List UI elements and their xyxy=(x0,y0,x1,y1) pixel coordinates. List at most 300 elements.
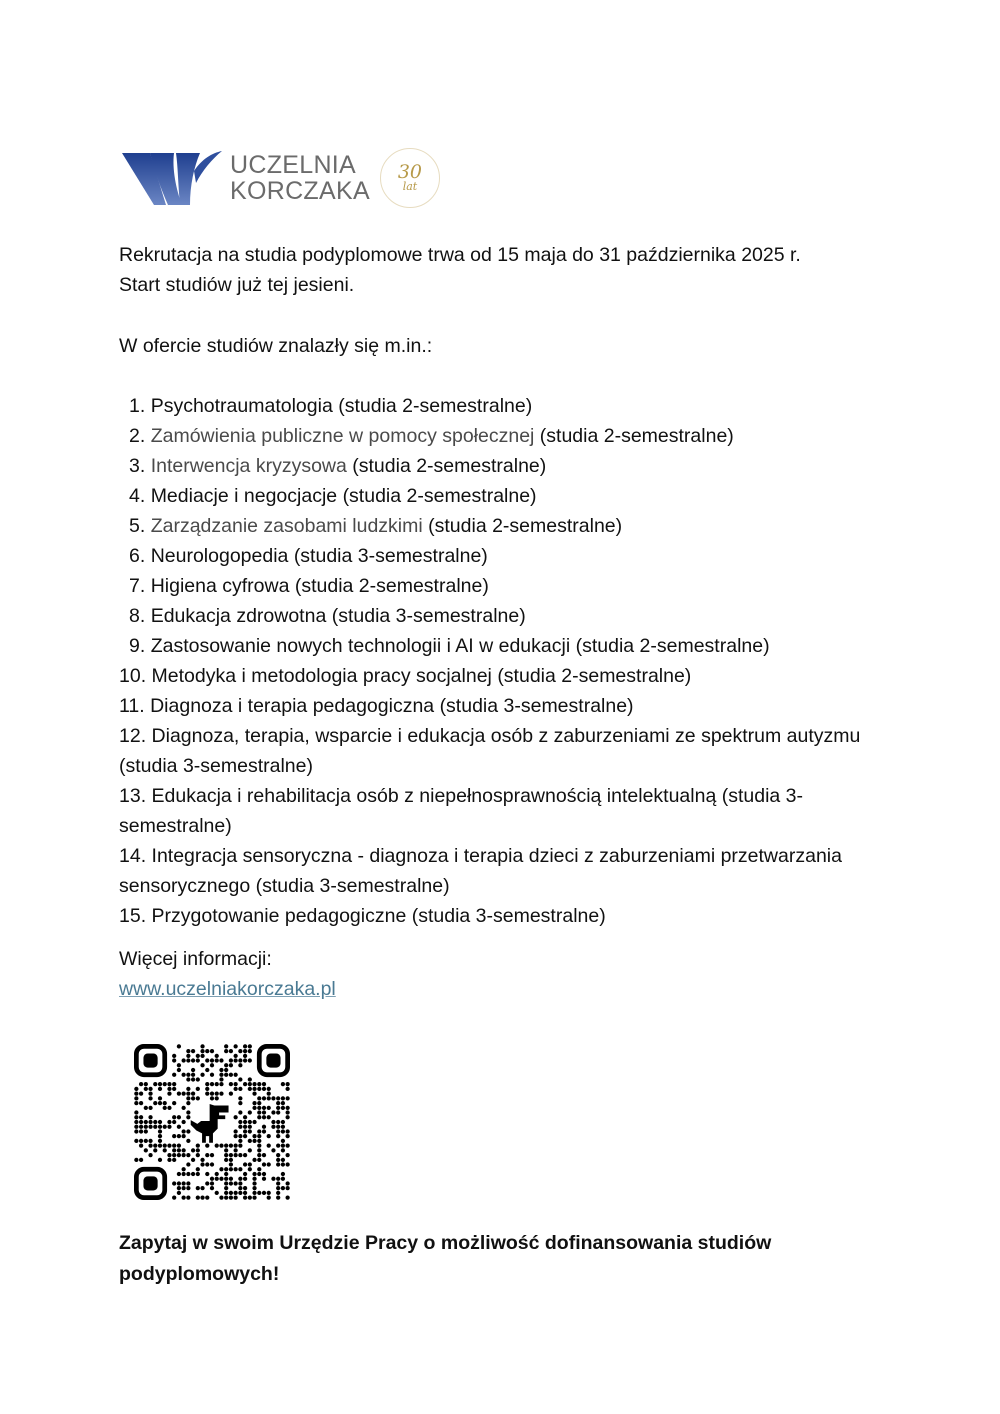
qr-dot xyxy=(234,1054,238,1058)
qr-dot xyxy=(186,1115,190,1119)
qr-dot xyxy=(248,1049,252,1053)
qr-dot xyxy=(186,1181,190,1185)
qr-dot xyxy=(186,1092,190,1096)
qr-dot xyxy=(238,1087,242,1091)
qr-dot xyxy=(191,1092,195,1096)
qr-dot xyxy=(158,1158,162,1162)
qr-dot xyxy=(139,1144,143,1148)
qr-dot xyxy=(229,1191,233,1195)
qr-dot xyxy=(276,1153,280,1157)
qr-dot xyxy=(252,1134,256,1138)
qr-dot xyxy=(224,1063,228,1067)
qr-dot xyxy=(219,1082,223,1086)
qr-dot xyxy=(153,1120,157,1124)
logo-w-icon xyxy=(120,149,224,207)
list-item xyxy=(119,631,879,661)
program-name: Integracja sensoryczna - diagnoza i terapia dzieci z zaburzeniami przetwarzania sensorycznego xyxy=(119,845,842,897)
qr-dot xyxy=(248,1139,252,1143)
qr-dot xyxy=(186,1162,190,1166)
logo-line-1: UCZELNIA xyxy=(230,150,357,179)
qr-dot xyxy=(229,1082,233,1086)
qr-dot xyxy=(257,1115,261,1119)
program-type: (studia 2-semestralne) xyxy=(497,665,692,687)
qr-dot xyxy=(229,1063,233,1067)
qr-dot xyxy=(196,1153,200,1157)
qr-dot xyxy=(267,1144,271,1148)
item-number: 10. xyxy=(119,665,147,687)
qr-dot xyxy=(238,1191,242,1195)
program-name: Diagnoza, terapia, wsparcie i edukacja osób z zaburzeniami ze spektrum autyzmu xyxy=(151,725,861,747)
qr-dot xyxy=(148,1087,152,1091)
qr-dot xyxy=(153,1082,157,1086)
list-item xyxy=(119,901,879,931)
qr-dot xyxy=(139,1092,143,1096)
qr-dot xyxy=(205,1082,209,1086)
qr-dot xyxy=(243,1153,247,1157)
qr-dot xyxy=(210,1073,214,1077)
qr-dot xyxy=(205,1092,209,1096)
qr-dot xyxy=(286,1196,290,1200)
qr-dot xyxy=(158,1134,162,1138)
qr-dot xyxy=(167,1120,171,1124)
qr-dot xyxy=(224,1177,228,1181)
qr-dot xyxy=(210,1096,214,1100)
qr-dot xyxy=(234,1073,238,1077)
qr-dot xyxy=(229,1167,233,1171)
qr-dot xyxy=(177,1148,181,1152)
program-type: (studia 3-semestralne) xyxy=(411,905,606,927)
qr-dot xyxy=(243,1191,247,1195)
qr-dot xyxy=(248,1087,252,1091)
program-type: (studia 3-semestralne) xyxy=(255,875,450,897)
qr-dot xyxy=(210,1049,214,1053)
qr-dot xyxy=(158,1129,162,1133)
qr-dot xyxy=(210,1162,214,1166)
qr-dot xyxy=(286,1096,290,1100)
qr-dot xyxy=(234,1058,238,1062)
qr-dot xyxy=(262,1110,266,1114)
qr-dot xyxy=(281,1120,285,1124)
qr-dot xyxy=(177,1115,181,1119)
qr-dot xyxy=(177,1092,181,1096)
qr-dot xyxy=(276,1134,280,1138)
qr-dot xyxy=(234,1191,238,1195)
qr-dot xyxy=(219,1068,223,1072)
qr-dot xyxy=(158,1096,162,1100)
qr-dot xyxy=(281,1144,285,1148)
qr-dot xyxy=(134,1110,138,1114)
qr-dot xyxy=(191,1073,195,1077)
qr-dot xyxy=(286,1181,290,1185)
qr-dot xyxy=(148,1125,152,1129)
qr-dot xyxy=(224,1153,228,1157)
qr-dot xyxy=(252,1120,256,1124)
qr-dot xyxy=(167,1087,171,1091)
qr-dot xyxy=(148,1144,152,1148)
qr-dot xyxy=(139,1129,143,1133)
qr-dot xyxy=(286,1144,290,1148)
program-type: (studia 3-semestralne) xyxy=(119,755,313,777)
item-number: 9. xyxy=(129,635,146,657)
qr-dot xyxy=(191,1068,195,1072)
qr-dot xyxy=(281,1172,285,1176)
intro-paragraph xyxy=(119,240,899,300)
qr-dot xyxy=(186,1101,190,1105)
program-name: Diagnoza i terapia pedagogiczna xyxy=(150,695,435,717)
qr-dot xyxy=(252,1139,256,1143)
more-info xyxy=(119,944,336,1004)
item-number: 11. xyxy=(119,695,145,717)
qr-dot xyxy=(252,1186,256,1190)
list-item xyxy=(119,541,879,571)
qr-dot xyxy=(224,1172,228,1176)
qr-dot xyxy=(267,1191,271,1195)
qr-dot xyxy=(186,1073,190,1077)
qr-dot xyxy=(177,1172,181,1176)
qr-dot xyxy=(262,1115,266,1119)
qr-dot xyxy=(286,1115,290,1119)
qr-dot xyxy=(172,1058,176,1062)
qr-dot xyxy=(238,1125,242,1129)
qr-dot xyxy=(219,1092,223,1096)
qr-dot xyxy=(252,1181,256,1185)
qr-dot xyxy=(267,1134,271,1138)
qr-dot xyxy=(134,1087,138,1091)
qr-dot xyxy=(215,1172,219,1176)
qr-dot xyxy=(172,1082,176,1086)
qr-dot xyxy=(276,1196,280,1200)
qr-dot xyxy=(224,1044,228,1048)
dinosaur-icon xyxy=(191,1104,229,1143)
badge-number: 30 xyxy=(397,160,423,183)
qr-dot xyxy=(234,1167,238,1171)
qr-dot xyxy=(196,1172,200,1176)
qr-dot xyxy=(281,1101,285,1105)
qr-dot xyxy=(196,1087,200,1091)
qr-dot xyxy=(172,1158,176,1162)
qr-dot xyxy=(281,1148,285,1152)
qr-dot xyxy=(200,1186,204,1190)
qr-dot xyxy=(262,1191,266,1195)
qr-dot xyxy=(234,1129,238,1133)
qr-dot xyxy=(158,1087,162,1091)
qr-dot xyxy=(177,1125,181,1129)
list-item xyxy=(119,781,879,841)
qr-dot xyxy=(144,1125,148,1129)
qr-dot xyxy=(191,1096,195,1100)
qr-dot xyxy=(196,1077,200,1081)
qr-dot xyxy=(200,1044,204,1048)
qr-dot xyxy=(134,1096,138,1100)
qr-dot xyxy=(200,1073,204,1077)
qr-dot xyxy=(210,1092,214,1096)
qr-dot xyxy=(134,1120,138,1124)
qr-dot xyxy=(252,1177,256,1181)
qr-dot xyxy=(153,1148,157,1152)
qr-dot xyxy=(248,1082,252,1086)
qr-dot xyxy=(177,1181,181,1185)
qr-dot xyxy=(229,1092,233,1096)
qr-dot xyxy=(262,1082,266,1086)
program-name: Zarządzanie zasobami ludzkimi xyxy=(150,515,423,537)
qr-dot xyxy=(139,1125,143,1129)
item-number: 8. xyxy=(129,605,146,627)
qr-dot xyxy=(167,1082,171,1086)
qr-dot xyxy=(134,1092,138,1096)
qr-dot xyxy=(276,1101,280,1105)
qr-dot xyxy=(144,1106,148,1110)
qr-dot xyxy=(148,1153,152,1157)
qr-dot xyxy=(276,1144,280,1148)
qr-dot xyxy=(186,1054,190,1058)
program-name: Mediacje i negocjacje xyxy=(150,485,338,507)
qr-dot xyxy=(276,1106,280,1110)
qr-dot xyxy=(281,1162,285,1166)
qr-code-icon[interactable] xyxy=(134,1044,290,1200)
qr-dot xyxy=(205,1172,209,1176)
programs-list xyxy=(119,391,879,931)
qr-dot xyxy=(257,1082,261,1086)
qr-dot xyxy=(248,1120,252,1124)
qr-dot xyxy=(234,1144,238,1148)
qr-dot xyxy=(286,1153,290,1157)
qr-dot xyxy=(196,1148,200,1152)
program-type: (studia 2-semestralne) xyxy=(428,515,623,537)
program-name: Interwencja kryzysowa xyxy=(150,455,347,477)
qr-dot xyxy=(267,1196,271,1200)
qr-dot xyxy=(148,1092,152,1096)
qr-dot xyxy=(257,1129,261,1133)
qr-dot xyxy=(286,1087,290,1091)
item-number: 3. xyxy=(129,455,146,477)
qr-dot xyxy=(200,1049,204,1053)
qr-dot xyxy=(139,1139,143,1143)
qr-dot xyxy=(205,1049,209,1053)
qr-dot xyxy=(200,1054,204,1058)
list-item xyxy=(119,601,879,631)
qr-dot xyxy=(243,1177,247,1181)
qr-dot xyxy=(238,1153,242,1157)
qr-dot xyxy=(281,1096,285,1100)
qr-dot xyxy=(215,1082,219,1086)
logo-line-2: KORCZAKA xyxy=(230,176,370,205)
item-number: 15. xyxy=(119,905,147,927)
qr-dot xyxy=(243,1054,247,1058)
qr-dot xyxy=(252,1191,256,1195)
qr-dot xyxy=(167,1144,171,1148)
qr-dot xyxy=(177,1186,181,1190)
item-number: 12. xyxy=(119,725,147,747)
qr-dot xyxy=(234,1115,238,1119)
qr-dot xyxy=(182,1186,186,1190)
qr-dot xyxy=(224,1186,228,1190)
qr-dot xyxy=(186,1096,190,1100)
qr-dot xyxy=(186,1196,190,1200)
qr-dot xyxy=(262,1162,266,1166)
qr-dot xyxy=(224,1167,228,1171)
qr-dot xyxy=(238,1134,242,1138)
qr-dot xyxy=(182,1134,186,1138)
qr-dot xyxy=(219,1196,223,1200)
qr-dot xyxy=(224,1181,228,1185)
qr-dot xyxy=(276,1110,280,1114)
qr-dot xyxy=(148,1115,152,1119)
qr-dot xyxy=(191,1158,195,1162)
qr-dot xyxy=(182,1129,186,1133)
qr-dot xyxy=(210,1058,214,1062)
qr-dot xyxy=(224,1158,228,1162)
qr-dot xyxy=(163,1148,167,1152)
qr-dot xyxy=(158,1125,162,1129)
program-name: Metodyka i metodologia pracy socjalnej xyxy=(151,665,492,687)
qr-dot xyxy=(186,1077,190,1081)
qr-dot xyxy=(158,1139,162,1143)
qr-dot xyxy=(276,1191,280,1195)
qr-dot xyxy=(281,1129,285,1133)
qr-dot xyxy=(134,1139,138,1143)
program-type: (studia 2-semestralne) xyxy=(338,395,533,417)
qr-dot xyxy=(186,1172,190,1176)
qr-dot xyxy=(186,1186,190,1190)
qr-dot xyxy=(271,1120,275,1124)
qr-dot xyxy=(257,1153,261,1157)
qr-dot xyxy=(224,1073,228,1077)
qr-dot xyxy=(182,1120,186,1124)
qr-dot xyxy=(267,1087,271,1091)
item-number: 13. xyxy=(119,785,147,807)
qr-dot xyxy=(172,1134,176,1138)
qr-dot xyxy=(243,1120,247,1124)
qr-dot xyxy=(177,1191,181,1195)
qr-dot xyxy=(234,1044,238,1048)
program-type: (studia 2-semestralne) xyxy=(539,425,734,447)
qr-dot xyxy=(196,1167,200,1171)
qr-dot xyxy=(219,1167,223,1171)
website-link[interactable]: www.uczelniakorczaka.pl xyxy=(119,978,336,1000)
qr-dot xyxy=(158,1144,162,1148)
qr-dot xyxy=(182,1058,186,1062)
qr-dot xyxy=(196,1054,200,1058)
qr-dot xyxy=(172,1101,176,1105)
qr-dot xyxy=(229,1049,233,1053)
qr-dot xyxy=(238,1167,242,1171)
logo-wordmark xyxy=(230,152,370,204)
qr-dot xyxy=(271,1125,275,1129)
qr-dot xyxy=(262,1177,266,1181)
qr-dot xyxy=(163,1125,167,1129)
qr-dot xyxy=(144,1139,148,1143)
qr-dot xyxy=(134,1158,138,1162)
qr-dot xyxy=(229,1196,233,1200)
qr-dot xyxy=(229,1073,233,1077)
qr-dot xyxy=(215,1058,219,1062)
item-number: 5. xyxy=(129,515,146,537)
qr-dot xyxy=(144,1129,148,1133)
qr-dot xyxy=(205,1068,209,1072)
list-item xyxy=(119,511,879,541)
program-name: Higiena cyfrowa xyxy=(150,575,290,597)
qr-dot xyxy=(248,1110,252,1114)
qr-dot xyxy=(182,1167,186,1171)
qr-dot xyxy=(144,1087,148,1091)
list-item xyxy=(119,421,879,451)
qr-dot xyxy=(205,1144,209,1148)
qr-dot xyxy=(252,1092,256,1096)
qr-dot xyxy=(257,1110,261,1114)
qr-dot xyxy=(172,1181,176,1185)
qr-dot xyxy=(276,1162,280,1166)
program-type: (studia 2-semestralne) xyxy=(352,455,547,477)
qr-dot xyxy=(271,1148,275,1152)
more-info-label: Więcej informacji: xyxy=(119,948,272,970)
qr-dot xyxy=(153,1144,157,1148)
qr-dot xyxy=(252,1101,256,1105)
program-type: (studia 2-semestralne) xyxy=(342,485,537,507)
qr-dot xyxy=(252,1196,256,1200)
qr-dot xyxy=(186,1129,190,1133)
qr-dot xyxy=(205,1153,209,1157)
qr-dot xyxy=(172,1115,176,1119)
qr-dot xyxy=(229,1144,233,1148)
qr-dot xyxy=(224,1196,228,1200)
qr-dot xyxy=(238,1077,242,1081)
qr-dot xyxy=(224,1191,228,1195)
qr-dot xyxy=(257,1087,261,1091)
qr-dot xyxy=(286,1106,290,1110)
qr-dot xyxy=(286,1082,290,1086)
qr-dot xyxy=(238,1144,242,1148)
qr-dot xyxy=(200,1196,204,1200)
program-name: Psychotraumatologia xyxy=(150,395,333,417)
qr-dot xyxy=(134,1115,138,1119)
qr-dot xyxy=(257,1172,261,1176)
qr-dot xyxy=(177,1068,181,1072)
offer-heading: W ofercie studiów znalazły się m.in.: xyxy=(119,335,433,357)
qr-dot xyxy=(276,1129,280,1133)
funding-call-to-action: Zapytaj w swoim Urzędzie Pracy o możliwość dofinansowania studiów podyplomowych! xyxy=(119,1232,772,1285)
qr-dot xyxy=(262,1129,266,1133)
qr-dot xyxy=(248,1148,252,1152)
qr-dot xyxy=(281,1106,285,1110)
qr-dot xyxy=(167,1158,171,1162)
qr-dot xyxy=(257,1134,261,1138)
list-item xyxy=(119,691,879,721)
list-item xyxy=(119,721,879,781)
qr-dot xyxy=(163,1106,167,1110)
program-name: Edukacja zdrowotna xyxy=(150,605,327,627)
qr-dot xyxy=(210,1177,214,1181)
qr-dot xyxy=(186,1087,190,1091)
qr-finder-center xyxy=(143,1053,157,1067)
qr-dot xyxy=(229,1181,233,1185)
program-type: (studia 3-semestralne) xyxy=(331,605,526,627)
list-item xyxy=(119,841,879,901)
qr-dot xyxy=(205,1087,209,1091)
qr-dot xyxy=(144,1082,148,1086)
qr-dot xyxy=(238,1110,242,1114)
qr-dot xyxy=(167,1092,171,1096)
qr-dot xyxy=(238,1101,242,1105)
qr-dot xyxy=(196,1196,200,1200)
intro-line-2: Start studiów już tej jesieni. xyxy=(119,274,355,296)
qr-dot xyxy=(215,1096,219,1100)
qr-dot xyxy=(229,1058,233,1062)
qr-dot xyxy=(271,1110,275,1114)
list-item xyxy=(119,661,879,691)
qr-dot xyxy=(191,1077,195,1081)
qr-dot xyxy=(238,1181,242,1185)
item-number: 7. xyxy=(129,575,146,597)
